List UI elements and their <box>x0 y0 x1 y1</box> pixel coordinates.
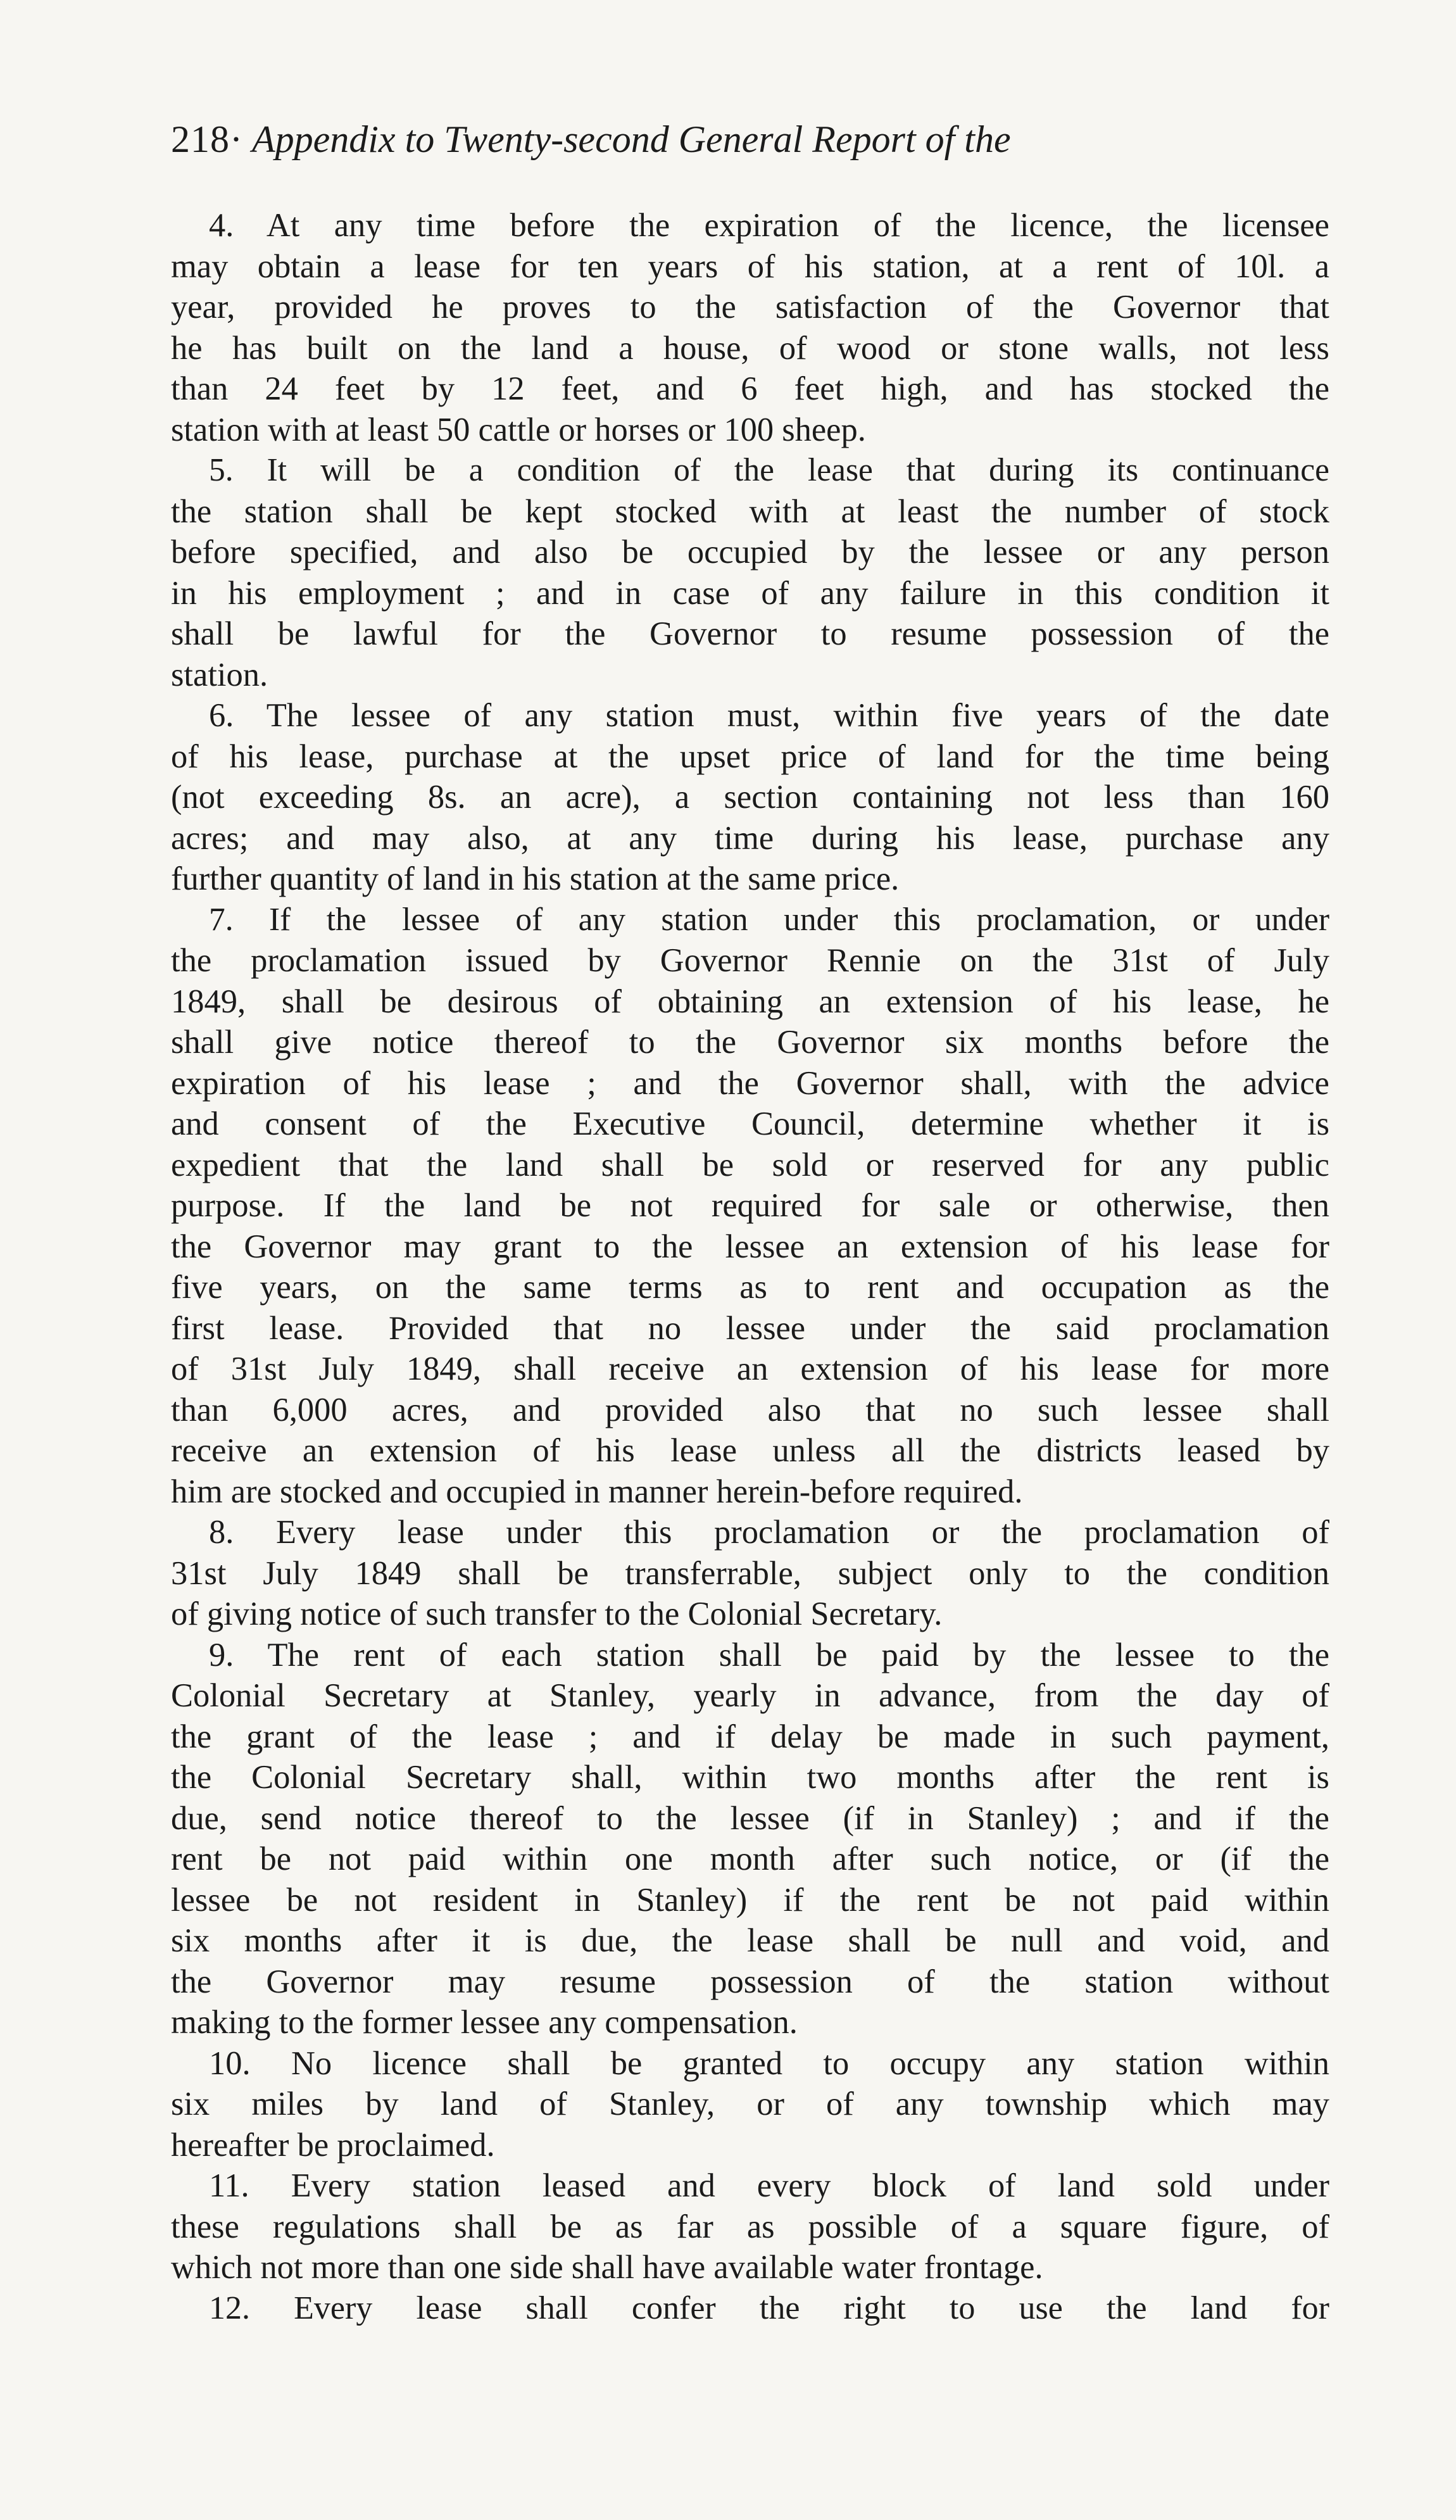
line-text: him are stocked and occupied in manner herein-before required. <box>171 1473 1023 1510</box>
line-text: hereafter be proclaimed. <box>171 2126 495 2164</box>
paragraph-6 <box>171 695 1329 900</box>
text-line <box>171 410 1329 451</box>
line-text: the Colonial Secretary shall, within two months after the rent is <box>171 1759 1329 1796</box>
line-text: of giving notice of such transfer to the Colonial Secretary. <box>171 1596 943 1632</box>
line-text: shall give notice thereof to the Governor six months before the <box>171 1024 1329 1061</box>
text-line <box>171 1145 1329 1186</box>
line-text: before specified, and also be occupied by the lessee or any person <box>171 534 1329 570</box>
paragraph-10 <box>171 2043 1329 2166</box>
text-line <box>171 1798 1329 1839</box>
line-text: than 24 feet by 12 feet, and 6 feet high, and has stocked the <box>171 370 1329 407</box>
text-line <box>171 2084 1329 2125</box>
line-text: If the lessee of any station under this proclamation, or under <box>269 901 1329 938</box>
page-number: 218 <box>171 118 230 160</box>
text-line <box>171 1920 1329 1962</box>
line-text: receive an extension of his lease unless all the districts leased by <box>171 1432 1329 1469</box>
text-line <box>171 1717 1329 1758</box>
paragraph-number: 8. <box>209 1514 276 1551</box>
text-line <box>171 2165 1329 2207</box>
line-text: of his lease, purchase at the upset price of land for the time being <box>171 738 1329 775</box>
line-text: purpose. If the land be not required for sale or otherwise, then <box>171 1187 1329 1224</box>
line-text: The lessee of any station must, within five years of the date <box>266 697 1329 734</box>
line-text: further quantity of land in his station at the same price. <box>171 860 900 897</box>
paragraph-5 <box>171 450 1329 695</box>
text-line <box>171 900 1329 941</box>
text-line <box>171 655 1329 696</box>
paragraph-number: 7. <box>209 901 270 938</box>
line-text: station. <box>171 656 268 693</box>
line-text: It will be a condition of the lease that during its continuance <box>267 452 1329 488</box>
line-text: expiration of his lease ; and the Governor shall, with the advice <box>171 1064 1329 1102</box>
paragraph-9 <box>171 1635 1329 2043</box>
text-line <box>171 1635 1329 1676</box>
paragraph-number: 12. <box>209 2290 294 2326</box>
line-text: expedient that the land shall be sold or reserved for any public <box>171 1146 1329 1183</box>
text-line <box>171 532 1329 573</box>
text-line <box>171 1880 1329 1921</box>
paragraph-12 <box>171 2288 1329 2329</box>
text-line <box>171 2043 1329 2084</box>
line-text: he has built on the land a house, of wood or stone walls, not less <box>171 329 1329 367</box>
line-text: station with at least 50 cattle or horses or 100 sheep. <box>171 411 866 448</box>
text-line <box>171 328 1329 369</box>
line-text: 1849, shall be desirous of obtaining an extension of his lease, he <box>171 983 1329 1020</box>
paragraph-number: 4. <box>209 207 267 244</box>
line-text: of 31st July 1849, shall receive an extension of his lease for more <box>171 1351 1329 1387</box>
text-line <box>171 1267 1329 1308</box>
text-line <box>171 818 1329 859</box>
paragraph-number: 6. <box>209 697 267 734</box>
paragraph-7 <box>171 900 1329 1513</box>
text-line <box>171 736 1329 778</box>
line-text: Every lease under this proclamation or the proclamation of <box>275 1514 1329 1551</box>
line-text: Every lease shall confer the right to use the land for <box>294 2290 1329 2326</box>
text-line <box>171 777 1329 818</box>
text-line <box>171 859 1329 900</box>
text-line <box>171 981 1329 1023</box>
paragraph-11 <box>171 2165 1329 2288</box>
paragraph-number: 10. <box>209 2044 291 2082</box>
text-line <box>171 2207 1329 2248</box>
line-text: five years, on the same terms as to rent and occupation as the <box>171 1269 1329 1306</box>
line-text: making to the former lessee any compensation. <box>171 2004 798 2041</box>
document-page <box>171 114 1329 2329</box>
line-text: Every station leased and every block of land sold under <box>291 2167 1329 2204</box>
running-head-title: Appendix to Twenty-second General Report of the <box>251 118 1011 160</box>
body-text <box>171 205 1329 2329</box>
text-line <box>171 369 1329 410</box>
text-line <box>171 1471 1329 1513</box>
line-text: the Governor may resume possession of the station without <box>171 1963 1329 2000</box>
line-text: six miles by land of Stanley, or of any township which may <box>171 2086 1329 2122</box>
line-text: than 6,000 acres, and provided also that no such lessee shall <box>171 1391 1329 1428</box>
paragraph-8 <box>171 1512 1329 1635</box>
running-head <box>171 114 1329 165</box>
text-line <box>171 695 1329 736</box>
text-line <box>171 2125 1329 2166</box>
line-text: first lease. Provided that no lessee under the said proclamation <box>171 1309 1329 1347</box>
line-text: lessee be not resident in Stanley) if the rent be not paid within <box>171 1881 1329 1918</box>
line-text: rent be not paid within one month after such notice, or (if the <box>171 1841 1329 1877</box>
text-line <box>171 450 1329 491</box>
text-line <box>171 1104 1329 1145</box>
paragraph-4 <box>171 205 1329 450</box>
text-line <box>171 1553 1329 1594</box>
line-text: (not exceeding 8s. an acre), a section containing not less than 160 <box>171 779 1329 816</box>
line-text: may obtain a lease for ten years of his station, at a rent of 10l. a <box>171 248 1329 285</box>
text-line <box>171 1185 1329 1226</box>
line-text: the proclamation issued by Governor Rennie on the 31st of July <box>171 942 1329 979</box>
text-line <box>171 1226 1329 1268</box>
text-line <box>171 287 1329 328</box>
text-line <box>171 1675 1329 1717</box>
line-text: the Governor may grant to the lessee an extension of his lease for <box>171 1228 1329 1265</box>
text-line <box>171 1757 1329 1798</box>
text-line <box>171 1839 1329 1880</box>
line-text: The rent of each station shall be paid by the lessee to the <box>267 1636 1329 1673</box>
line-text: six months after it is due, the lease shall be null and void, and <box>171 1922 1329 1959</box>
line-text: due, send notice thereof to the lessee (if in Stanley) ; and if the <box>171 1799 1329 1837</box>
line-text: acres; and may also, at any time during his lease, purchase any <box>171 819 1329 857</box>
line-text: shall be lawful for the Governor to resume possession of the <box>171 615 1329 652</box>
text-line <box>171 2288 1329 2329</box>
text-line <box>171 1962 1329 2003</box>
text-line <box>171 2002 1329 2043</box>
text-line <box>171 1512 1329 1553</box>
line-text: these regulations shall be as far as possible of a square figure, of <box>171 2208 1329 2245</box>
paragraph-number: 5. <box>209 452 267 488</box>
line-text: No licence shall be granted to occupy any station within <box>291 2044 1329 2082</box>
line-text: At any time before the expiration of the licence, the licensee <box>266 207 1329 244</box>
text-line <box>171 1308 1329 1349</box>
line-text: year, provided he proves to the satisfaction of the Governor that <box>171 289 1329 325</box>
text-line <box>171 1594 1329 1635</box>
text-line <box>171 2247 1329 2288</box>
line-text: the grant of the lease ; and if delay be made in such payment, <box>171 1718 1329 1755</box>
text-line <box>171 1390 1329 1431</box>
text-line <box>171 1063 1329 1104</box>
line-text: Colonial Secretary at Stanley, yearly in advance, from the day of <box>171 1677 1329 1714</box>
text-line <box>171 1349 1329 1390</box>
line-text: 31st July 1849 shall be transferrable, subject only to the condition <box>171 1554 1329 1592</box>
text-line <box>171 1430 1329 1471</box>
line-text: and consent of the Executive Council, determine whether it is <box>171 1106 1329 1142</box>
text-line <box>171 614 1329 655</box>
line-text: the station shall be kept stocked with at least the number of stock <box>171 493 1329 530</box>
text-line <box>171 573 1329 614</box>
line-text: in his employment ; and in case of any failure in this condition it <box>171 574 1329 612</box>
line-text: which not more than one side shall have available water frontage. <box>171 2249 1043 2286</box>
text-line <box>171 491 1329 532</box>
text-line <box>171 246 1329 287</box>
paragraph-number: 11. <box>209 2167 291 2204</box>
text-line <box>171 1022 1329 1063</box>
text-line <box>171 205 1329 246</box>
text-line <box>171 940 1329 981</box>
paragraph-number: 9. <box>209 1636 268 1673</box>
running-head-separator: · <box>230 118 252 160</box>
